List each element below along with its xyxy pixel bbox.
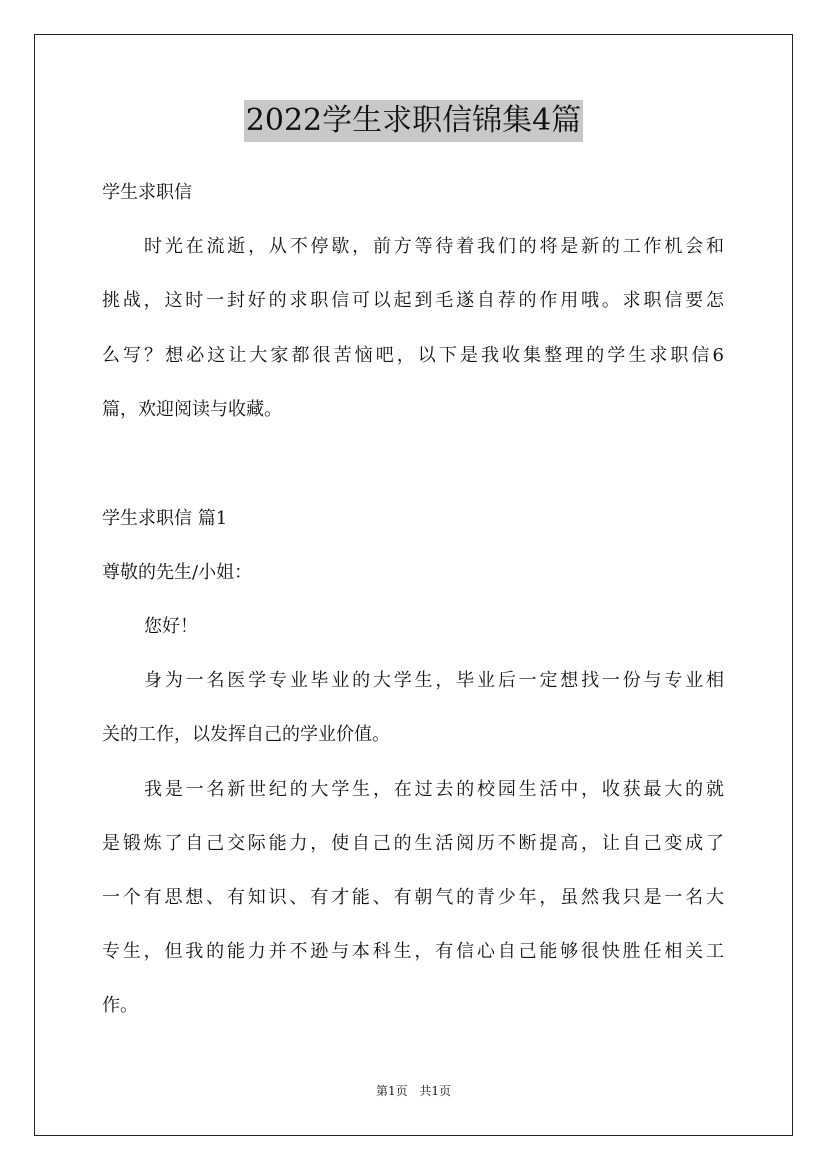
intro-line-4: 篇，欢迎阅读与收藏。: [102, 399, 282, 420]
section-heading: 学生求职信 篇1: [102, 508, 228, 529]
para1-line-2: 关的工作，以发挥自己的学业价值。: [102, 724, 390, 745]
intro-line-1: 时光在流逝，从不停歇，前方等待着我们的将是新的工作机会和: [144, 236, 724, 257]
intro-line-2: 挑战，这时一封好的求职信可以起到毛遂自荐的作用哦。求职信要怎: [102, 290, 724, 311]
para2-line-3: 一个有思想、有知识、有才能、有朝气的青少年，虽然我只是一名大: [102, 887, 724, 908]
para2-line-5: 作。: [102, 995, 138, 1016]
salutation: 尊敬的先生/小姐：: [102, 562, 253, 583]
para2-line-2: 是锻炼了自己交际能力，使自己的生活阅历不断提高，让自己变成了: [102, 833, 724, 854]
title-container: [0, 100, 827, 142]
document-title: 2022学生求职信锦集4篇: [244, 100, 583, 142]
greeting: 您好！: [144, 616, 198, 637]
para2-line-4: 专生，但我的能力并不逊与本科生，有信心自己能够很快胜任相关工: [102, 941, 724, 962]
page-total: 共1页: [419, 1084, 452, 1098]
intro-heading: 学生求职信: [102, 182, 192, 203]
page-footer: [0, 1082, 827, 1100]
para2-line-1: 我是一名新世纪的大学生，在过去的校园生活中，收获最大的就: [144, 779, 724, 800]
para1-line-1: 身为一名医学专业毕业的大学生，毕业后一定想找一份与专业相: [144, 670, 724, 691]
page-number: 第1页: [375, 1084, 408, 1098]
intro-line-3: 么写？想必这让大家都很苦恼吧，以下是我收集整理的学生求职信6: [102, 345, 724, 366]
